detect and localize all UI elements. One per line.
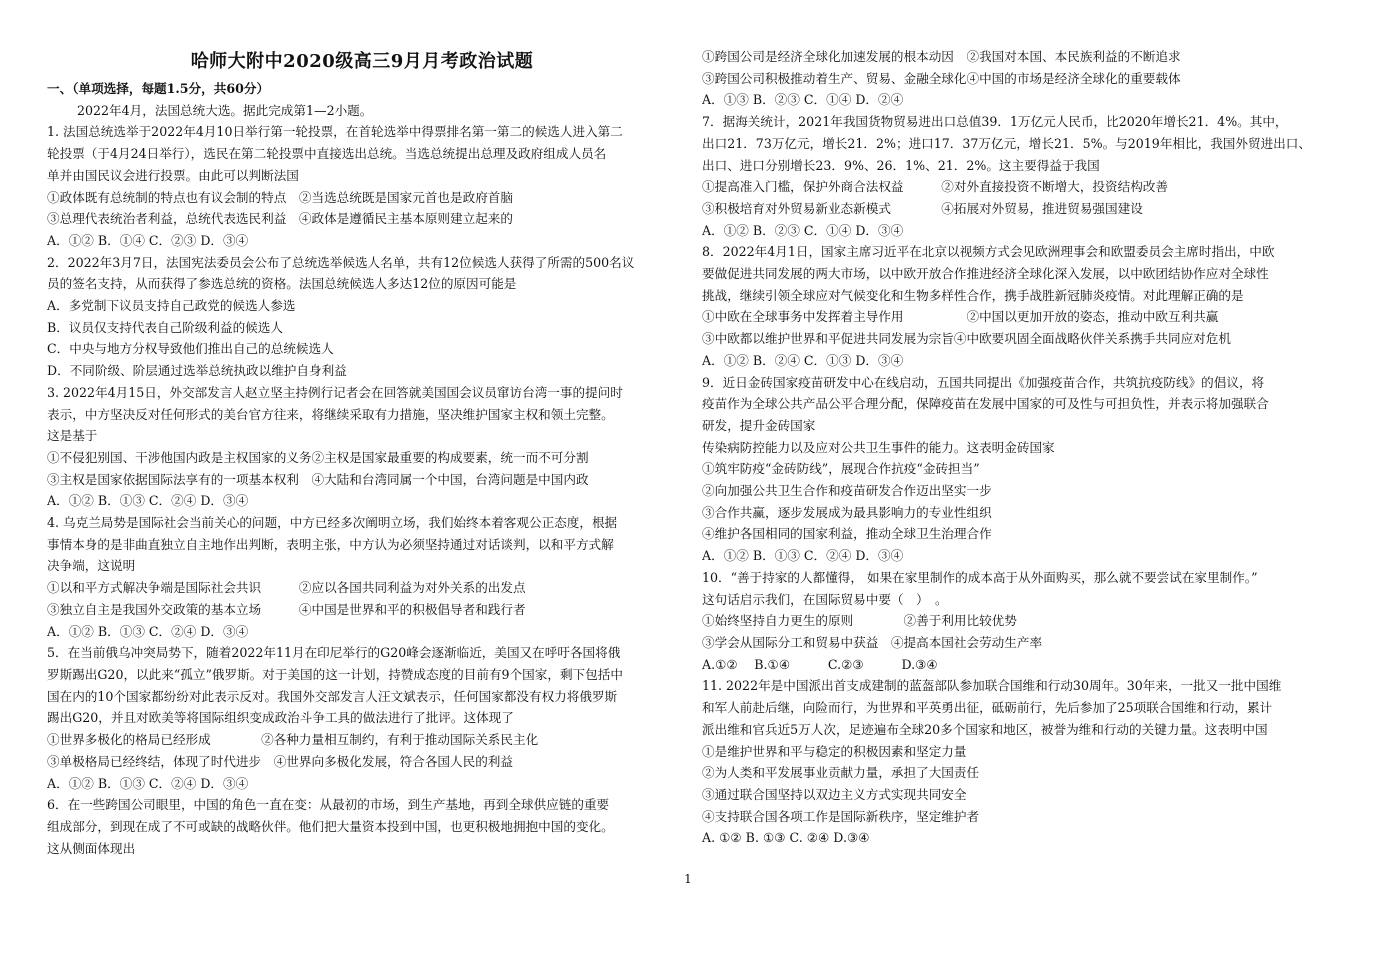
text-line: 单并由国民议会进行投票。由此可以判断法国 [47,167,299,183]
text-line: 5．在当前俄乌冲突局势下，随着2022年11月在印尼举行的G20峰会逐渐临近，美国又在呼吁各国将俄 [47,645,621,661]
text-line: 这是基于 [47,428,98,444]
text-line: A．①② B．②④ C．①③ D．③④ [702,352,904,368]
text-line: ①中欧在全球事务中发挥着主导作用 ②中国以更加开放的姿态，推动中欧互利共赢 [702,309,1219,325]
text-line: ①不侵犯别国、干涉他国内政是主权国家的义务②主权是国家最重要的构成要素，统一而不可分割 [47,449,589,465]
text-line: 7．据海关统计，2021年我国货物贸易进出口总值39．1万亿元人民币，比2020年增长21．4%。其中， [702,114,1288,130]
text-line: 事情本身的是非曲直独立自主地作出判断，表明主张，中方认为必须坚持通过对话谈判，以和平方式解 [47,536,614,552]
text-line: 和军人前赴后继，向险而行，为世界和平英勇出征，砥砺前行，先后参加了25项联合国维和行动，累计 [702,700,1273,716]
text-line: 疫苗作为全球公共产品公平合理分配，保障疫苗在发展中国家的可及性与可担负性，并表示将加强联合 [702,396,1269,412]
text-line: 组成部分，到现在成了不可或缺的战略伙伴。他们把大量资本投到中国，也更积极地拥抱中国的变化。 [47,818,614,834]
text-line: 2．2022年3月7日，法国宪法委员会公布了总统选举候选人名单，共有12位候选人获得了所需的500名议 [47,254,635,270]
text-line: A.①② B.①④ C.②③ D.③④ [702,656,938,672]
text-line: ②向加强公共卫生合作和疫苗研发合作迈出坚实一步 [702,483,992,499]
page-number: 1 [684,872,692,886]
text-line: ①提高准入门槛，保护外商合法权益 ②对外直接投资不断增大，投资结构改善 [702,179,1168,195]
text-line: 罗斯踢出G20，以此来“孤立”俄罗斯。对于美国的这一计划，持赞成态度的目前有9个国家，剩下包括中 [47,666,623,682]
text-line: ①是维护世界和平与稳定的积极因素和坚定力量 [702,743,967,759]
text-line: A．①② B．①③ C．②④ D．③④ [702,548,904,564]
text-line: 表示，中方坚决反对任何形式的美台官方往来，将继续采取有力措施，坚决维护国家主权和领土完整。 [47,406,614,422]
text-line: ③总理代表统治者利益，总统代表选民利益 ④政体是遵循民主基本原则建立起来的 [47,211,513,227]
text-line: 9．近日金砖国家疫苗研发中心在线启动，五国共同提出《加强疫苗合作，共筑抗疫防线》的倡议，将 [702,374,1265,390]
page-title: 哈师大附中2020级高三9月月考政治试题 [190,51,534,72]
text-line: 10．“善于持家的人都懂得， 如果在家里制作的成本高于从外面购买，那么就不要尝试在家里制作。” [702,569,1258,585]
intro-text: 2022年4月，法国总统大选。据此完成第1—2小题。 [77,102,373,118]
text-line: ②为人类和平发展事业贡献力量，承担了大国责任 [702,765,980,781]
section-heading: 一、（单项选择，每题1.5分，共60分） [47,81,270,96]
right-question-text [702,46,1332,849]
text-line: ③积极培育对外贸易新业态新模式 ④拓展对外贸易，推进贸易强国建设 [702,200,1143,216]
text-line: ③学会从国际分工和贸易中获益 ④提高本国社会劳动生产率 [702,634,1043,650]
text-line: A．①② B．①④ C．②③ D．③④ [47,232,249,248]
text-line: 研发，提升金砖国家 [702,417,816,433]
text-line: ④维护各国相同的国家利益，推动全球卫生治理合作 [702,526,992,542]
text-line: ①始终坚持自力更生的原则 ②善于利用比较优势 [702,613,1017,629]
left-column [47,0,677,859]
text-line: ③通过联合国坚持以双边主义方式实现共同安全 [702,786,967,802]
text-line: ①世界多极化的格局已经形成 ②各种力量相互制约，有利于推动国际关系民主化 [47,732,539,748]
text-line: A．①② B．①③ C．②④ D．③④ [47,775,249,791]
text-line: A．①② B．①③ C．②④ D．③④ [47,623,249,639]
text-line: ①筑牢防疫“金砖防线”，展现合作抗疫“金砖担当” [702,461,980,477]
text-line: 轮投票（于4月24日举行），选民在第二轮投票中直接选出总统。当选总统提出总理及政府组成人员名 [47,146,607,162]
text-line: 4. 乌克兰局势是国际社会当前关心的问题，中方已经多次阐明立场，我们始终本着客观公正态度，根据 [47,515,618,531]
text-line: 出口、进口分别增长23．9%、26．1%、21．2%。这主要得益于我国 [702,157,1100,173]
text-line: ①以和平方式解决争端是国际社会共识 ②应以各国共同利益为对外关系的出发点 [47,580,526,596]
text-line: 这句话启示我们，在国际贸易中要（ ） 。 [702,591,948,607]
text-line: 3. 2022年4月15日，外交部发言人赵立坚主持例行记者会在回答就美国国会议员窜访台湾一事的提问时 [47,384,623,400]
text-line: 1. 法国总统选举于2022年4月10日举行第一轮投票，在首轮选举中得票排名第一第二的候选人进入第二 [47,124,623,140]
text-line: A．①③ B．②③ C．①④ D．②④ [702,92,904,108]
text-line: ③独立自主是我国外交政策的基本立场 ④中国是世界和平的积极倡导者和践行者 [47,601,526,617]
text-line: 8．2022年4月1日，国家主席习近平在北京以视频方式会见欧洲理事会和欧盟委员会主席时指出，中欧 [702,244,1275,260]
text-line: 派出维和官兵近5万人次，足迹遍布全球20多个国家和地区，被誉为维和行动的关键力量。这表明中国 [702,721,1268,737]
text-line: 这从侧面体现出 [47,840,136,856]
text-line: 传染病防控能力以及应对公共卫生事件的能力。这表明金砖国家 [702,439,1055,455]
text-line: 踢出G20，并且对欧美等将国际组织变成政治斗争工具的做法进行了批评。这体现了 [47,710,514,726]
text-line: B．议员仅支持代表自己阶级利益的候选人 [47,319,283,335]
text-line: 员的签名支持，从而获得了参选总统的资格。法国总统候选人多达12位的原因可能是 [47,276,517,292]
text-line: ③单极格局已经终结，体现了时代进步 ④世界向多极化发展，符合各国人民的利益 [47,753,513,769]
text-line: D．不同阶级、阶层通过选举总统执政以维护自身利益 [47,363,347,379]
text-line: 6．在一些跨国公司眼里，中国的角色一直在变：从最初的市场，到生产基地，再到全球供应链的重要 [47,797,610,813]
text-line: A．①② B．②③ C．①④ D．③④ [702,222,904,238]
text-line: 国在内的10个国家都纷纷对此表示反对。我国外交部发言人汪文斌表示，任何国家都没有权力将俄罗斯 [47,688,618,704]
right-column [702,46,1332,849]
text-line: 出口21．73万亿元，增长21．2%；进口17．37万亿元，增长21．5%。与2019年相比，我国外贸进出口、 [702,135,1311,151]
text-line: 决争端，这说明 [47,558,136,574]
text-line: ④支持联合国各项工作是国际新秩序，坚定维护者 [702,808,980,824]
text-line: ③合作共赢，逐步发展成为最具影响力的专业性组织 [702,504,992,520]
text-line: ③中欧都以维护世界和平促进共同发展为宗旨④中欧要巩固全面战略伙伴关系携手共同应对危机 [702,331,1231,347]
text-line: 挑战，继续引领全球应对气候变化和生物多样性合作，携手战胜新冠肺炎疫情。对此理解正确的是 [702,287,1244,303]
text-line: 11. 2022年是中国派出首支成建制的蓝盔部队参加联合国维和行动30周年。30年来，一批又一批中国维 [702,678,1282,694]
left-question-text [47,121,677,859]
text-line: ③主权是国家依据国际法享有的一项基本权利 ④大陆和台湾同属一个中国，台湾问题是中国内政 [47,471,589,487]
text-line: C．中央与地方分权导致他们推出自己的总统候选人 [47,341,334,357]
text-line: ①跨国公司是经济全球化加速发展的根本动因 ②我国对本国、本民族利益的不断追求 [702,49,1181,64]
text-line: A．多党制下议员支持自己政党的候选人参选 [47,298,296,314]
text-line: ③跨国公司积极推动着生产、贸易、金融全球化④中国的市场是经济全球化的重要载体 [702,70,1181,86]
text-line: A．①② B．①③ C．②④ D．③④ [47,493,249,509]
text-line: ①政体既有总统制的特点也有议会制的特点 ②当选总统既是国家元首也是政府首脑 [47,189,513,205]
text-line: 要做促进共同发展的两大市场，以中欧开放合作推进经济全球化深入发展，以中欧团结协作应对全球性 [702,266,1269,282]
text-line: A. ①② B. ①③ C. ②④ D.③④ [702,830,870,846]
